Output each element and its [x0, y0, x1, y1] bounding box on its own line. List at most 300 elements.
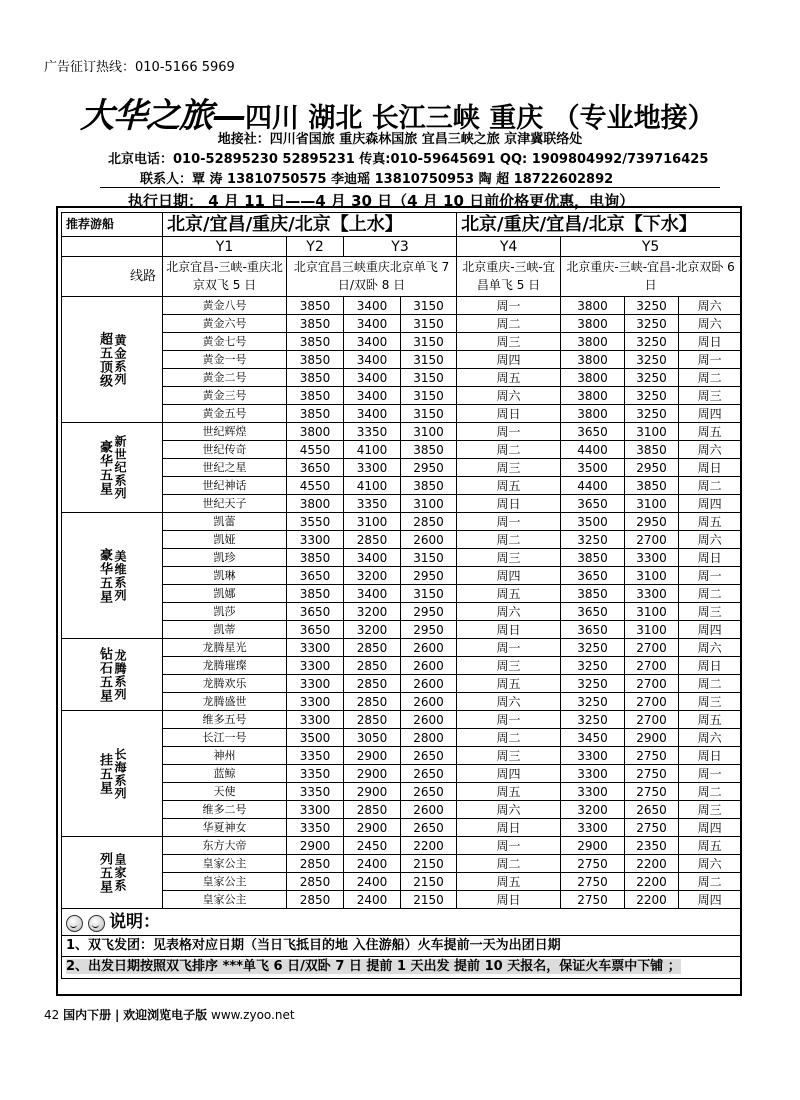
ship-name: 凯蕾: [163, 513, 287, 531]
ship-class: [62, 711, 163, 837]
price-y4: 3250: [561, 711, 625, 729]
ship-name: 世纪天子: [163, 495, 287, 513]
price-y5: 2700: [625, 711, 679, 729]
price-y4: 3650: [561, 621, 625, 639]
price-y1: 3850: [287, 405, 344, 423]
weekday-up: 周五: [457, 369, 561, 387]
route-up-header: 北京/宜昌/重庆/北京【上水】: [163, 213, 457, 237]
price-y2: 2850: [344, 639, 401, 657]
price-y5: 3100: [625, 603, 679, 621]
route-label: 线路: [62, 257, 163, 297]
table-row: [62, 369, 741, 387]
price-y2: 2450: [344, 837, 401, 855]
weekday-down: 周六: [679, 531, 741, 549]
price-y1: 3350: [287, 747, 344, 765]
weekday-up: 周六: [457, 693, 561, 711]
ship-class-label: 钻石五星: [97, 646, 112, 703]
ship-class: [62, 837, 163, 909]
price-y3: 2600: [401, 693, 457, 711]
price-y3: 3150: [401, 405, 457, 423]
price-y2: 2900: [344, 765, 401, 783]
recommend-ship-header-cont: [62, 237, 163, 257]
weekday-up: 周一: [457, 513, 561, 531]
price-y1: 3650: [287, 459, 344, 477]
ship-name: 黄金八号: [163, 297, 287, 315]
y1-header: Y1: [163, 237, 287, 257]
validity-dates: 执行日期： 4 月 11 日——4 月 30 日（4 月 10 日前价格更优惠，电询）: [128, 192, 635, 210]
price-y1: 3300: [287, 711, 344, 729]
price-y3: 2600: [401, 657, 457, 675]
ship-series-label: 新世纪系列: [113, 435, 127, 500]
price-y3: 2600: [401, 675, 457, 693]
price-y4: 4400: [561, 441, 625, 459]
price-y2: 3200: [344, 621, 401, 639]
price-y3: 3100: [401, 495, 457, 513]
price-y3: 3150: [401, 297, 457, 315]
ad-hotline: 广告征订热线：010-5166 5969: [44, 60, 235, 75]
ship-name: 维多二号: [163, 801, 287, 819]
price-y3: 2600: [401, 711, 457, 729]
table-row: [62, 333, 741, 351]
price-y4: 3650: [561, 603, 625, 621]
ship-name: 皇家公主: [163, 891, 287, 909]
price-y4: 3300: [561, 783, 625, 801]
price-y4: 3800: [561, 333, 625, 351]
weekday-down: 周二: [679, 675, 741, 693]
price-y5: 3250: [625, 405, 679, 423]
price-y5: 2200: [625, 855, 679, 873]
price-y5: 3300: [625, 585, 679, 603]
ship-name: 长江一号: [163, 729, 287, 747]
price-y3: 3150: [401, 333, 457, 351]
note-line-2: [62, 957, 741, 979]
weekday-down: 周二: [679, 783, 741, 801]
price-y3: 3100: [401, 423, 457, 441]
ship-name: 龙腾星光: [163, 639, 287, 657]
table-row: [62, 693, 741, 711]
ship-class: [62, 513, 163, 639]
table-row: [62, 351, 741, 369]
section-name: 国内下册: [63, 1008, 112, 1022]
price-y1: 3850: [287, 315, 344, 333]
price-y4: 3300: [561, 819, 625, 837]
price-y5: 3850: [625, 477, 679, 495]
ship-name: 皇家公主: [163, 855, 287, 873]
weekday-up: 周四: [457, 765, 561, 783]
ship-name: 黄金五号: [163, 405, 287, 423]
weekday-up: 周二: [457, 855, 561, 873]
price-y1: 3850: [287, 351, 344, 369]
page-footer: 42 国内下册 | 欢迎浏览电子版 www.zyoo.net: [44, 1008, 295, 1022]
price-y4: 3250: [561, 675, 625, 693]
price-y1: 3650: [287, 621, 344, 639]
price-y1: 3650: [287, 567, 344, 585]
weekday-down: 周日: [679, 333, 741, 351]
table-row: [62, 297, 741, 315]
table-row: [62, 729, 741, 747]
notes-label: 说明：: [109, 912, 161, 932]
ship-name: 凯娅: [163, 531, 287, 549]
price-y5: 3250: [625, 387, 679, 405]
y4-header: Y4: [457, 237, 561, 257]
price-table: [61, 212, 741, 979]
contact-persons: 联系人：覃 涛 13810750575 李迪瑶 13810750953 陶 超 18722602892: [140, 172, 614, 187]
price-y4: 3450: [561, 729, 625, 747]
ship-class-label: 豪华五星: [97, 547, 112, 604]
weekday-down: 周三: [679, 603, 741, 621]
price-y3: 2950: [401, 603, 457, 621]
price-y3: 2800: [401, 729, 457, 747]
price-y4: 3250: [561, 693, 625, 711]
table-row: [62, 873, 741, 891]
table-row: [62, 567, 741, 585]
price-y2: 3400: [344, 387, 401, 405]
ship-class: [62, 297, 163, 423]
route-desc-y5: 北京重庆-三峡-宜昌-北京双卧 6 日: [561, 257, 741, 297]
price-y2: 2900: [344, 819, 401, 837]
ship-name: 龙腾盛世: [163, 693, 287, 711]
title-regions: 四川 湖北 长江三峡 重庆 （专业地接）: [245, 103, 715, 134]
ship-name: 黄金六号: [163, 315, 287, 333]
price-y5: 2950: [625, 459, 679, 477]
weekday-up: 周一: [457, 297, 561, 315]
price-y3: 2950: [401, 621, 457, 639]
notes-title: [62, 909, 741, 936]
price-y2: 2900: [344, 783, 401, 801]
price-y1: 3300: [287, 801, 344, 819]
price-y2: 2850: [344, 657, 401, 675]
price-y3: 3150: [401, 315, 457, 333]
ship-series-label: 长海系列: [113, 747, 127, 800]
weekday-down: 周四: [679, 891, 741, 909]
weekday-up: 周五: [457, 675, 561, 693]
table-row: [62, 855, 741, 873]
price-y4: 3300: [561, 747, 625, 765]
ship-name: 蓝鲸: [163, 765, 287, 783]
table-row: [62, 405, 741, 423]
table-row: [62, 513, 741, 531]
weekday-up: 周二: [457, 531, 561, 549]
price-y2: 3200: [344, 603, 401, 621]
weekday-down: 周一: [679, 567, 741, 585]
price-y4: 2750: [561, 873, 625, 891]
ship-name: 东方大帝: [163, 837, 287, 855]
ship-name: 凯莎: [163, 603, 287, 621]
recommend-ship-header: 推荐游船: [62, 213, 163, 237]
table-row: [62, 675, 741, 693]
weekday-up: 周三: [457, 333, 561, 351]
price-y5: 2950: [625, 513, 679, 531]
table-row: [62, 783, 741, 801]
price-y1: 4550: [287, 441, 344, 459]
ship-name: 黄金二号: [163, 369, 287, 387]
price-y4: 4400: [561, 477, 625, 495]
price-y3: 2150: [401, 873, 457, 891]
price-y2: 3200: [344, 567, 401, 585]
y5-header: Y5: [561, 237, 741, 257]
table-row: [62, 621, 741, 639]
price-y2: 4100: [344, 441, 401, 459]
table-row: [62, 639, 741, 657]
price-y4: 3800: [561, 405, 625, 423]
weekday-down: 周五: [679, 423, 741, 441]
price-y2: 2850: [344, 693, 401, 711]
price-y5: 2700: [625, 693, 679, 711]
price-y5: 3100: [625, 621, 679, 639]
table-row: [62, 585, 741, 603]
table-row: [62, 747, 741, 765]
price-y2: 3350: [344, 423, 401, 441]
weekday-up: 周五: [457, 585, 561, 603]
weekday-down: 周六: [679, 855, 741, 873]
ship-class: [62, 423, 163, 513]
price-y1: 3350: [287, 783, 344, 801]
table-row: [62, 459, 741, 477]
price-y5: 2700: [625, 675, 679, 693]
price-y1: 3850: [287, 333, 344, 351]
price-y4: 3850: [561, 549, 625, 567]
weekday-up: 周六: [457, 387, 561, 405]
price-y1: 3300: [287, 657, 344, 675]
website-link[interactable]: www.zyoo.net: [211, 1008, 295, 1022]
price-y4: 3850: [561, 585, 625, 603]
weekday-down: 周日: [679, 747, 741, 765]
price-y4: 3650: [561, 567, 625, 585]
price-y5: 2750: [625, 783, 679, 801]
weekday-down: 周三: [679, 801, 741, 819]
price-y2: 2900: [344, 747, 401, 765]
weekday-up: 周四: [457, 351, 561, 369]
price-y1: 3300: [287, 675, 344, 693]
price-y1: 3650: [287, 603, 344, 621]
price-y5: 3100: [625, 423, 679, 441]
y3-header: Y3: [344, 237, 457, 257]
price-y3: 3850: [401, 441, 457, 459]
price-y1: 3350: [287, 819, 344, 837]
ship-name: 凯琳: [163, 567, 287, 585]
weekday-up: 周三: [457, 459, 561, 477]
table-row: [62, 531, 741, 549]
weekday-up: 周五: [457, 873, 561, 891]
table-row: [62, 657, 741, 675]
table-row: [62, 801, 741, 819]
weekday-down: 周二: [679, 585, 741, 603]
price-y4: 3500: [561, 513, 625, 531]
weekday-down: 周六: [679, 729, 741, 747]
ship-name: 天使: [163, 783, 287, 801]
weekday-down: 周五: [679, 711, 741, 729]
ship-name: 世纪神话: [163, 477, 287, 495]
table-row: [62, 891, 741, 909]
route-desc-y1: 北京宜昌-三峡-重庆北京双飞 5 日: [163, 257, 287, 297]
weekday-up: 周三: [457, 747, 561, 765]
weekday-up: 周五: [457, 783, 561, 801]
ship-name: 维多五号: [163, 711, 287, 729]
weekday-up: 周日: [457, 621, 561, 639]
weekday-up: 周一: [457, 837, 561, 855]
price-y5: 2700: [625, 639, 679, 657]
ship-name: 黄金一号: [163, 351, 287, 369]
ship-name: 世纪辉煌: [163, 423, 287, 441]
price-y5: 3250: [625, 333, 679, 351]
price-y3: 2600: [401, 639, 457, 657]
weekday-down: 周二: [679, 477, 741, 495]
price-y2: 3050: [344, 729, 401, 747]
price-y1: 3800: [287, 423, 344, 441]
table-row: [62, 819, 741, 837]
price-y1: 3850: [287, 549, 344, 567]
price-y4: 3250: [561, 657, 625, 675]
price-y4: 3650: [561, 495, 625, 513]
ship-class-label: 挂五星: [97, 752, 112, 795]
weekday-down: 周二: [679, 873, 741, 891]
price-y1: 3300: [287, 639, 344, 657]
price-y5: 3300: [625, 549, 679, 567]
price-y2: 3400: [344, 549, 401, 567]
price-y3: 3150: [401, 369, 457, 387]
price-y2: 2850: [344, 711, 401, 729]
weekday-up: 周三: [457, 549, 561, 567]
price-y2: 4100: [344, 477, 401, 495]
price-y4: 3500: [561, 459, 625, 477]
price-y5: 3100: [625, 495, 679, 513]
weekday-up: 周二: [457, 315, 561, 333]
ship-name: 凯珍: [163, 549, 287, 567]
weekday-up: 周日: [457, 405, 561, 423]
table-row: [62, 837, 741, 855]
price-y2: 2400: [344, 855, 401, 873]
price-y1: 3500: [287, 729, 344, 747]
price-y3: 2650: [401, 819, 457, 837]
price-y2: 3400: [344, 315, 401, 333]
ship-series-label: 龙腾系列: [113, 648, 127, 701]
table-row: [62, 495, 741, 513]
ship-series-label: 黄金系列: [113, 333, 127, 386]
table-row: [62, 711, 741, 729]
price-y3: 3150: [401, 549, 457, 567]
price-y5: 2350: [625, 837, 679, 855]
price-y2: 2400: [344, 891, 401, 909]
ship-name: 龙腾璀璨: [163, 657, 287, 675]
weekday-up: 周日: [457, 819, 561, 837]
price-y4: 3200: [561, 801, 625, 819]
price-y2: 2850: [344, 531, 401, 549]
price-y4: 3800: [561, 315, 625, 333]
weekday-down: 周二: [679, 369, 741, 387]
price-y1: 3300: [287, 693, 344, 711]
weekday-up: 周一: [457, 639, 561, 657]
route-desc-y4: 北京重庆-三峡-宜昌单飞 5 日: [457, 257, 561, 297]
weekday-down: 周五: [679, 513, 741, 531]
ship-name: 凯娜: [163, 585, 287, 603]
ship-name: 凯蒂: [163, 621, 287, 639]
ship-series-label: 皇家系: [113, 853, 127, 892]
header-divider: [100, 187, 720, 188]
price-y2: 3400: [344, 585, 401, 603]
price-y1: 3850: [287, 387, 344, 405]
page-number: 42: [44, 1008, 60, 1022]
price-y4: 2750: [561, 855, 625, 873]
price-y1: 3850: [287, 297, 344, 315]
weekday-down: 周一: [679, 351, 741, 369]
weekday-down: 周日: [679, 549, 741, 567]
price-y3: 2950: [401, 567, 457, 585]
price-y4: 3650: [561, 423, 625, 441]
ship-class-label: 列五星: [97, 851, 112, 894]
local-agencies: 地接社：四川省国旅 重庆森林国旅 宜昌三峡之旅 京津冀联络处: [217, 132, 583, 147]
price-y3: 3150: [401, 585, 457, 603]
price-y1: 2850: [287, 855, 344, 873]
price-y5: 2650: [625, 801, 679, 819]
ship-class-label: 豪华五星: [97, 439, 112, 496]
price-y4: 3250: [561, 531, 625, 549]
price-y5: 2750: [625, 747, 679, 765]
ship-name: 世纪之星: [163, 459, 287, 477]
weekday-up: 周六: [457, 801, 561, 819]
table-row: [62, 603, 741, 621]
contact-phones: 北京电话：010-52895230 52895231 传真:010-59645691 QQ: 1909804992/739716425: [108, 152, 709, 167]
weekday-down: 周六: [679, 441, 741, 459]
price-y2: 3400: [344, 297, 401, 315]
note-line-1: 1、双飞发团：见表格对应日期（当日飞抵目的地 入住游船）火车提前一天为出团日期: [62, 936, 741, 957]
ship-class-label: 超五顶级: [97, 331, 112, 388]
weekday-down: 周四: [679, 495, 741, 513]
price-y5: 3250: [625, 369, 679, 387]
table-row: [62, 477, 741, 495]
price-y1: 3300: [287, 531, 344, 549]
route-down-header: 北京/重庆/宜昌/北京【下水】: [457, 213, 741, 237]
price-y2: 3400: [344, 369, 401, 387]
weekday-down: 周日: [679, 657, 741, 675]
weekday-up: 周一: [457, 423, 561, 441]
price-y2: 3400: [344, 351, 401, 369]
weekday-up: 周日: [457, 891, 561, 909]
price-y5: 2200: [625, 873, 679, 891]
price-y1: 3550: [287, 513, 344, 531]
price-y3: 2650: [401, 783, 457, 801]
ship-name: 黄金七号: [163, 333, 287, 351]
weekday-down: 周日: [679, 459, 741, 477]
weekday-up: 周二: [457, 441, 561, 459]
price-y5: 2200: [625, 891, 679, 909]
weekday-down: 周六: [679, 315, 741, 333]
smiley-icon: [88, 915, 105, 932]
ship-name: 黄金三号: [163, 387, 287, 405]
weekday-down: 周三: [679, 693, 741, 711]
weekday-down: 周六: [679, 639, 741, 657]
price-y3: 2950: [401, 459, 457, 477]
weekday-up: 周三: [457, 657, 561, 675]
price-y5: 3100: [625, 567, 679, 585]
table-row: [62, 549, 741, 567]
price-y5: 3250: [625, 351, 679, 369]
weekday-up: 周二: [457, 729, 561, 747]
price-y4: 2900: [561, 837, 625, 855]
price-y2: 3300: [344, 459, 401, 477]
price-y4: 3800: [561, 387, 625, 405]
ship-class: [62, 639, 163, 711]
price-y1: 3800: [287, 495, 344, 513]
price-y2: 3350: [344, 495, 401, 513]
price-y2: 2400: [344, 873, 401, 891]
weekday-down: 周五: [679, 837, 741, 855]
price-y5: 2700: [625, 531, 679, 549]
price-y5: 2900: [625, 729, 679, 747]
ship-name: 皇家公主: [163, 873, 287, 891]
weekday-up: 周五: [457, 477, 561, 495]
weekday-down: 周四: [679, 405, 741, 423]
price-y3: 2650: [401, 765, 457, 783]
